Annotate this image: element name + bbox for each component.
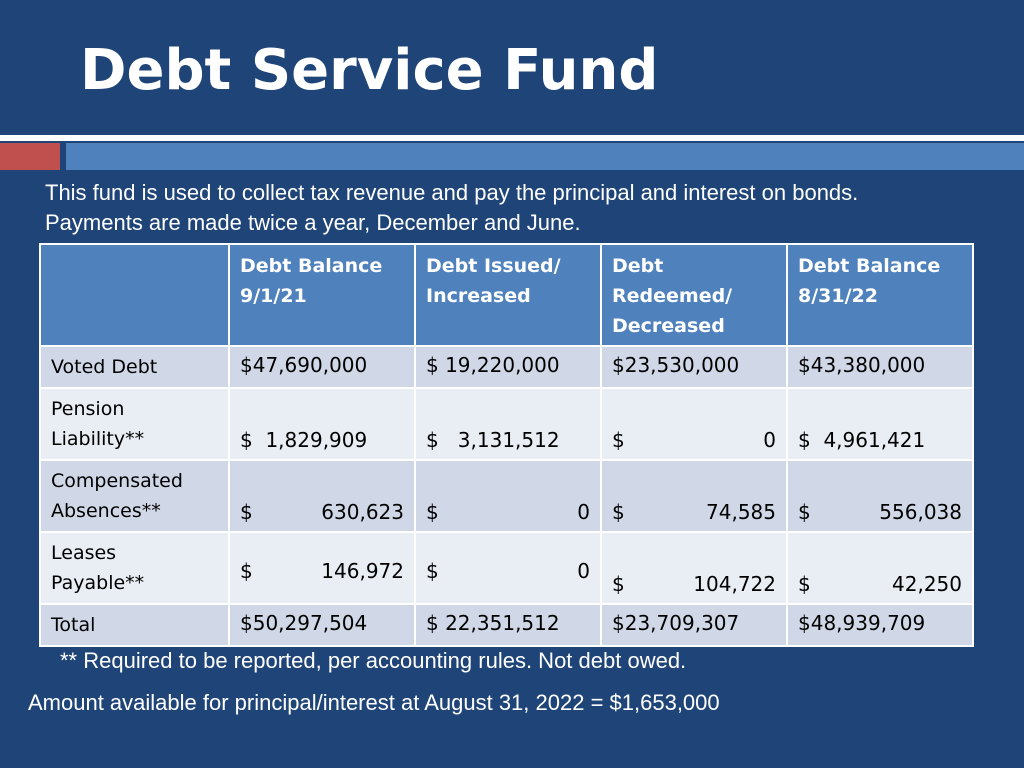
table-cell: [229, 532, 415, 604]
cell-amount: 0: [577, 500, 590, 524]
cell-amount: 630,623: [321, 500, 404, 524]
cell-value: $23,530,000: [612, 353, 740, 377]
row-label: [40, 604, 229, 646]
debt-table: [39, 243, 974, 647]
cell-amount: 42,250: [892, 572, 962, 596]
cell-value: $48,939,709: [798, 611, 926, 635]
row-label: [40, 346, 229, 388]
cell-amount: 104,722: [693, 572, 776, 596]
row-label-line: Leases: [51, 542, 117, 564]
header-line: 9/1/21: [240, 285, 307, 307]
cell-value: $50,297,504: [240, 611, 368, 635]
table-cell: [415, 532, 601, 604]
header-line: Debt Issued/: [426, 255, 561, 277]
cell-amount: 146,972: [321, 559, 404, 583]
footnote: ** Required to be reported, per accounting rules. Not debt owed.: [60, 648, 687, 673]
table-cell: [787, 532, 973, 604]
row-label-line: Liability**: [51, 428, 145, 450]
header-issued: [415, 244, 601, 346]
table-cell: [415, 604, 601, 646]
cell-currency: $: [798, 572, 811, 596]
intro-text: This fund is used to collect tax revenue and pay the principal and interest on bonds. Payments are made twice a year, December and June.: [45, 180, 859, 235]
table-cell: [415, 346, 601, 388]
cell-value: $ 3,131,512: [426, 428, 560, 452]
table-row: [40, 532, 973, 604]
row-label: [40, 460, 229, 532]
cell-amount: 74,585: [706, 500, 776, 524]
table-cell: [787, 388, 973, 460]
row-label-line: Pension: [51, 398, 125, 420]
cell-value: $ 1,829,909: [240, 428, 368, 452]
table-cell: [787, 460, 973, 532]
table-cell: [229, 346, 415, 388]
available-amount: Amount available for principal/interest at August 31, 2022 = $1,653,000: [28, 690, 720, 715]
header-line: Redeemed/: [612, 285, 733, 307]
cell-amount: 0: [763, 428, 776, 452]
table-cell: [601, 346, 787, 388]
header-line: Debt Balance: [240, 255, 383, 277]
cell-currency: $: [612, 428, 625, 452]
table-cell: [601, 604, 787, 646]
cell-value: $23,709,307: [612, 611, 740, 635]
table-cell: [229, 460, 415, 532]
table-row: [40, 460, 973, 532]
header-balance-end: [787, 244, 973, 346]
header-line: Decreased: [612, 315, 725, 337]
cell-value: $ 4,961,421: [798, 428, 926, 452]
cell-currency: $: [612, 572, 625, 596]
row-label-line: Compensated: [51, 470, 183, 492]
title-divider: [0, 135, 1024, 141]
table-cell: [415, 460, 601, 532]
cell-value: $ 19,220,000: [426, 353, 560, 377]
table-row: [40, 388, 973, 460]
table-cell: [415, 388, 601, 460]
table-cell: [601, 460, 787, 532]
cell-currency: $: [426, 559, 439, 583]
row-label-line: Payable**: [51, 572, 145, 594]
header-line: 8/31/22: [798, 285, 878, 307]
cell-amount: 0: [577, 559, 590, 583]
cell-value: $ 22,351,512: [426, 611, 560, 635]
cell-value: $43,380,000: [798, 353, 926, 377]
table-cell: [787, 604, 973, 646]
cell-currency: $: [426, 500, 439, 524]
header-line: Debt: [612, 255, 664, 277]
accent-bar-red: [0, 143, 60, 170]
accent-bar-blue: [66, 143, 1024, 170]
header-balance-start: [229, 244, 415, 346]
table-cell: [601, 532, 787, 604]
cell-currency: $: [240, 500, 253, 524]
table-cell: [787, 346, 973, 388]
page-title: Debt Service Fund: [80, 38, 659, 103]
header-line: Increased: [426, 285, 531, 307]
row-label-line: Voted Debt: [51, 356, 158, 378]
cell-currency: $: [798, 500, 811, 524]
table-row-total: [40, 604, 973, 646]
header-redeemed: [601, 244, 787, 346]
table-cell: [601, 388, 787, 460]
cell-amount: 556,038: [879, 500, 962, 524]
row-label-line: Total: [51, 614, 96, 636]
row-label: [40, 532, 229, 604]
table-cell: [229, 388, 415, 460]
cell-value: $47,690,000: [240, 353, 368, 377]
table-row: [40, 346, 973, 388]
table-cell: [229, 604, 415, 646]
header-line: Debt Balance: [798, 255, 941, 277]
row-label: [40, 388, 229, 460]
header-blank: [40, 244, 229, 346]
table-header-row: [40, 244, 973, 346]
row-label-line: Absences**: [51, 500, 161, 522]
cell-currency: $: [240, 559, 253, 583]
cell-currency: $: [612, 500, 625, 524]
